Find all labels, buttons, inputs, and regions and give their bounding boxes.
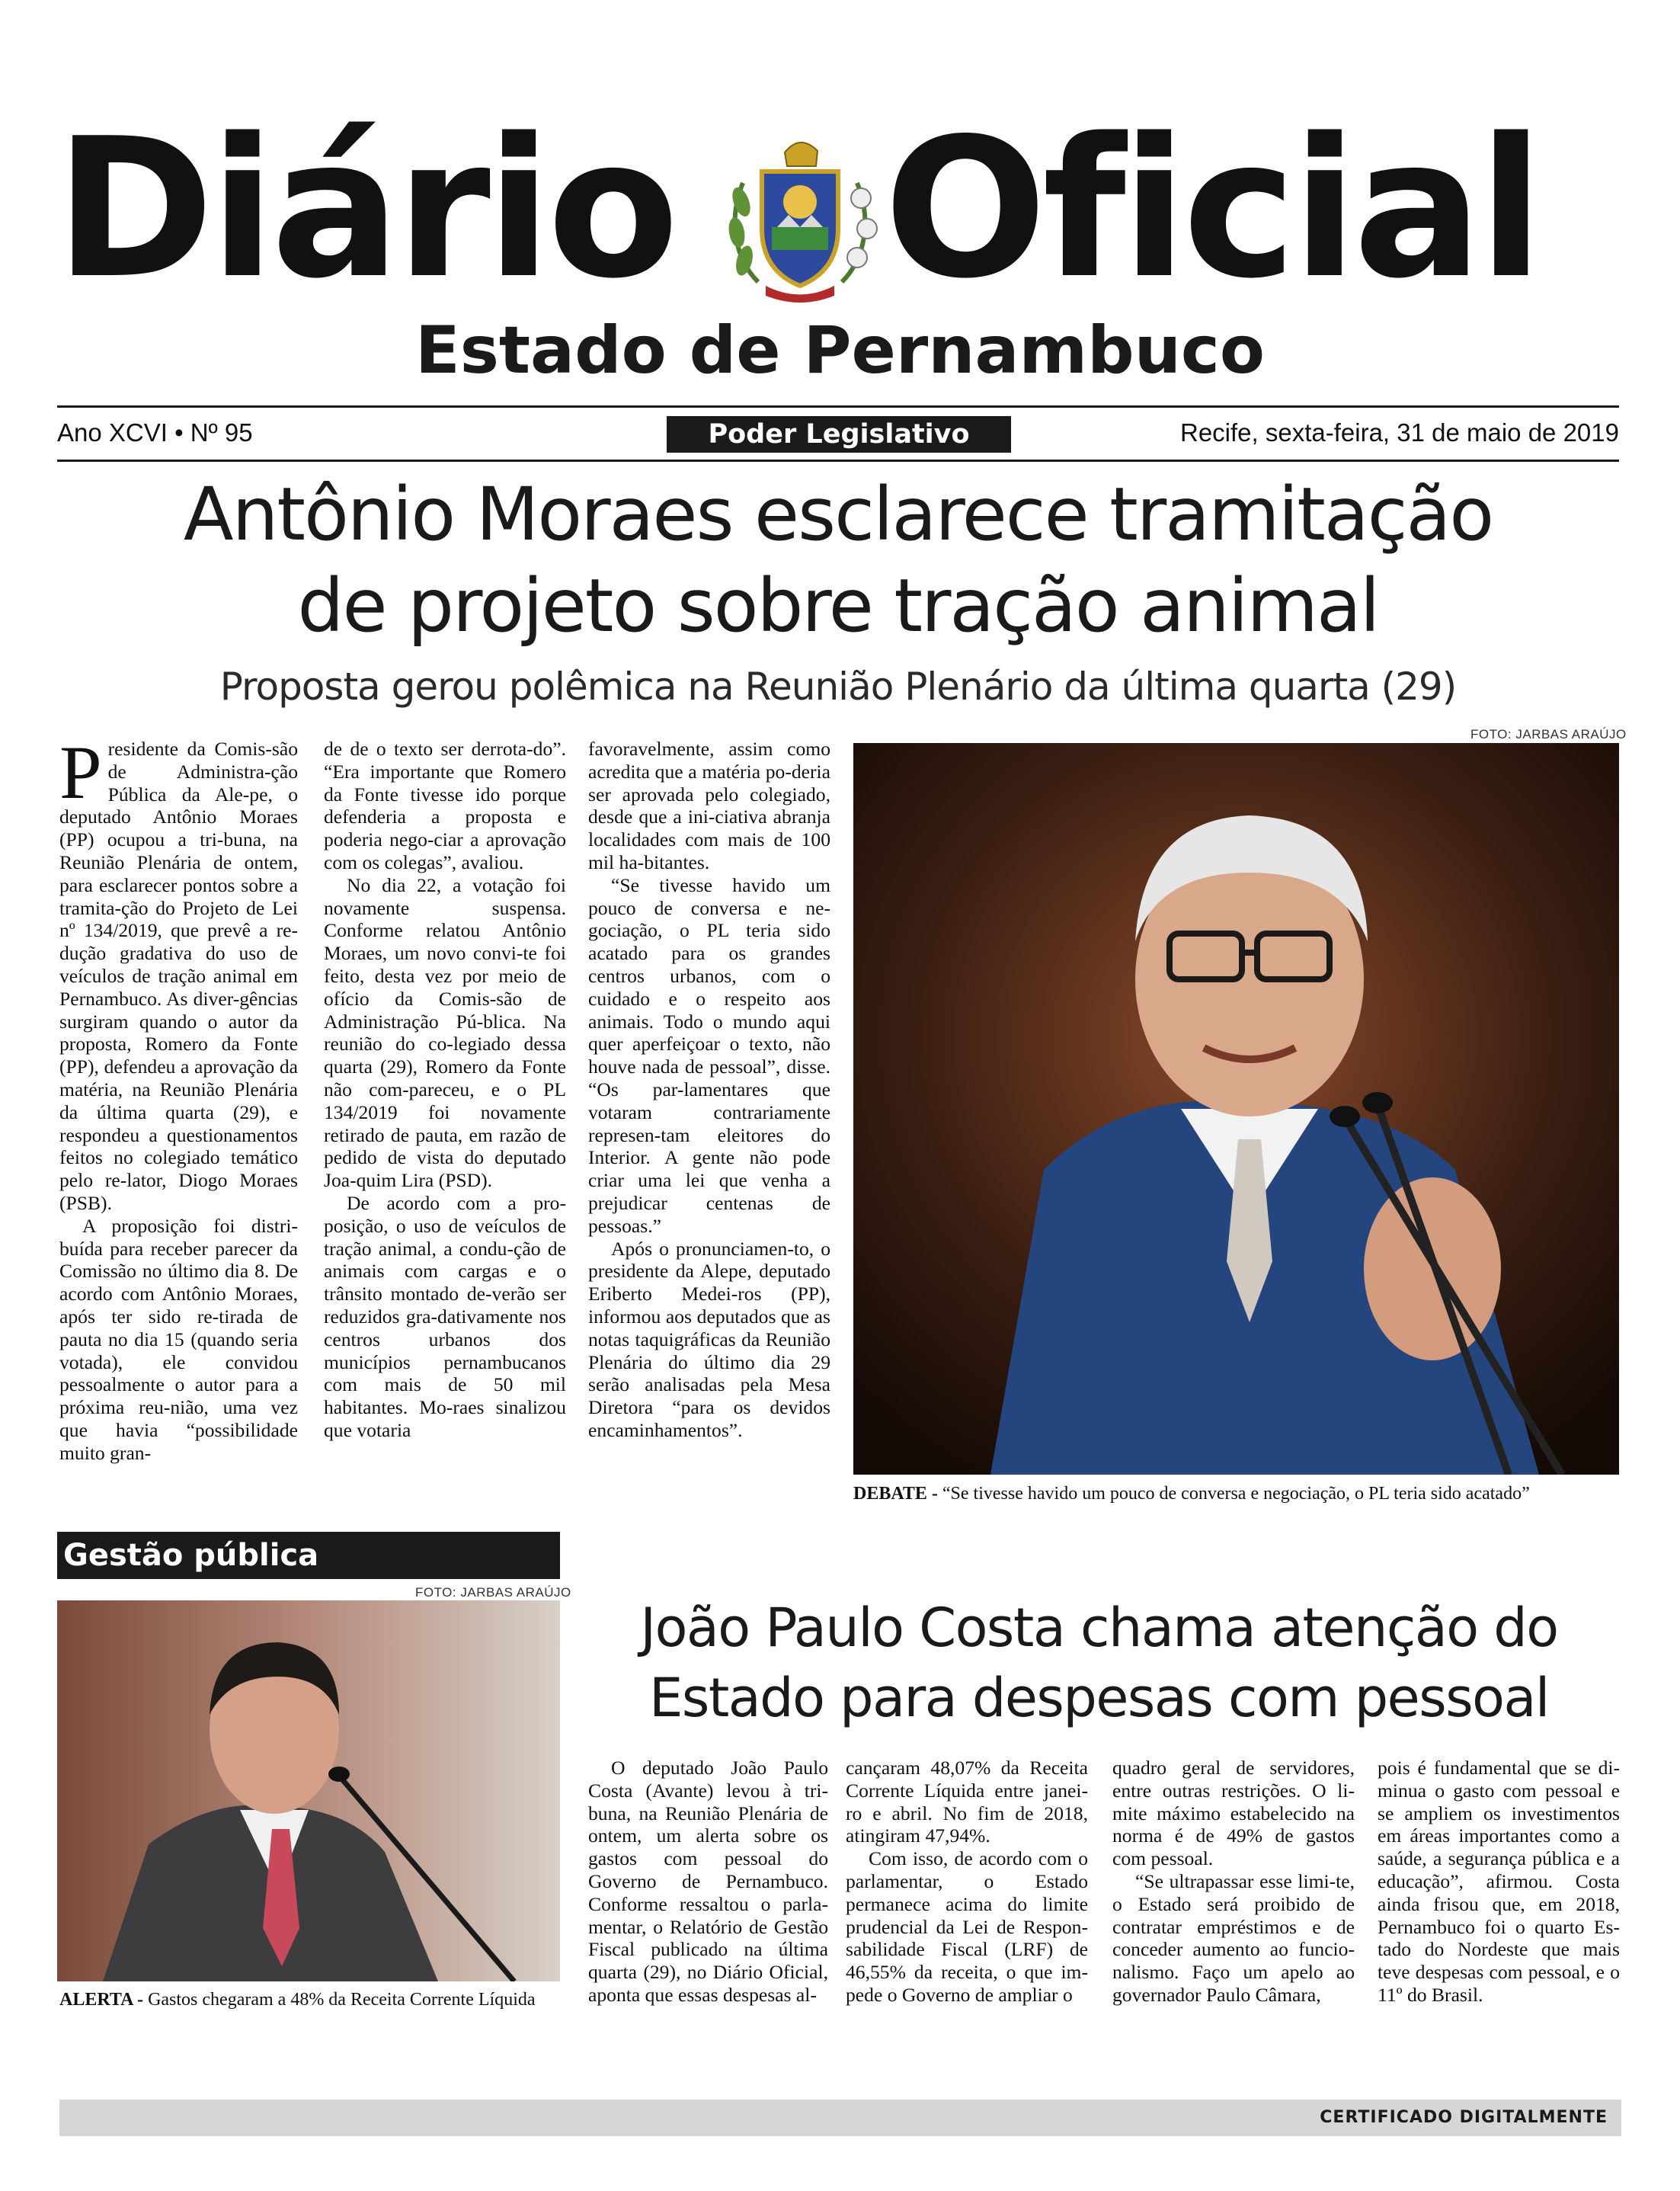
main-headline-line2: de projeto sobre tração animal (297, 563, 1379, 649)
paragraph: quadro geral de servidores, entre outras restrições. O li-mite máximo estabelecido na norma é de 49% de gastos com pessoal. (1112, 1757, 1355, 1870)
main-photo-credit: FOTO: JARBAS ARAÚJO (1470, 727, 1627, 742)
paragraph: residente da Comis-são de Administra-ção Pública da Ale-pe, o deputado Antônio Moraes (PP) ocupou a tri-buna, na Reunião Plenária de ontem, para esclarecer pontos sobre a tramita-ção do Projeto de Lei nº 134/2019, que prevê a re-dução gradativa do uso de veículos de tração animal em Pernambuco. As diver-gências surgiram quando o autor da proposta, Romero da Fonte (PP), defendeu a aprovação da matéria, na Reunião Plenária da última quarta (29), e respondeu a questionamentos feitos no colegiado temático pelo re-lator, Diogo Moraes (PSB). (59, 738, 298, 1214)
section-tag: Poder Legislativo (667, 416, 1011, 453)
second-headline-line1: João Paulo Costa chama atenção do (640, 1597, 1558, 1659)
paragraph: De acordo com a pro-posição, o uso de veículos de tração animal, a condu-ção de animais com cargas e o trânsito montado de-verão ser reduzidos gra-dativamente nos centros urbanos dos municípios pernambucanos com mais de 50 mil habitantes. Mo-raes sinalizou que votaria (324, 1191, 566, 1441)
digital-certificate-label: CERTIFICADO DIGITALMENTE (1320, 2108, 1608, 2127)
paragraph: “Se tivesse havido um pouco de conversa e ne-gociação, o PL teria sido acatado para os grandes centros urbanos, com o cuidado e o respeito aos animais. Todo o mundo aqui quer aperfeiçoar o texto, não houve nada de pessoal”, disse. “Os par-lamentares que votaram contrariamente represen-tam eleitores do Interior. A gente não pode criar uma lei que venha a prejudicar centenas de pessoas.” (588, 873, 830, 1237)
main-headline (57, 469, 1619, 652)
paragraph: O deputado João Paulo Costa (Avante) levou à tri-buna, na Reunião Plenária de ontem, um alerta sobre os gastos com pessoal do Governo de Pernambuco. Conforme ressaltou o parla-mentar, o Relatório de Gestão Fiscal publicado na última quarta (29), no Diário Oficial, aponta que essas despesas al- (588, 1757, 828, 2006)
section-rubric: Gestão pública (57, 1532, 560, 1579)
paragraph: A proposição foi distri-buída para receber parecer da Comissão no último dia 8. De acordo com Antônio Moraes, após ter sido re-tirada de pauta no dia 15 (quando seria votada), ele convidou pessoalmente o autor para a próxima reu-nião, uma vez que havia “possibilidade muito gran- (59, 1214, 298, 1464)
issue-number: Ano XCVI • Nº 95 (57, 418, 253, 447)
main-deck: Proposta gerou polêmica na Reunião Plenário da última quarta (29) (219, 665, 1457, 709)
caption-text: Gastos chegaram a 48% da Receita Corrente Líquida (143, 1990, 536, 2010)
paragraph: “Se ultrapassar esse limi-te, o Estado será proibido de contratar empréstimos e de conceder aumento ao funcio-nalismo. Faço um apelo ao governador Paulo Câmara, (1112, 1869, 1355, 2006)
masthead-state-name: Estado de Pernambuco (415, 312, 1265, 389)
bottom-rule (57, 460, 1619, 462)
second-headline (579, 1593, 1619, 1733)
top-rule (57, 405, 1619, 408)
main-headline-line1: Antônio Moraes esclarece tramitação (183, 472, 1493, 557)
second-article-col4 (1378, 1757, 1620, 2007)
main-photo-caption (853, 1483, 1530, 1504)
paragraph: Com isso, de acordo com o parlamentar, o Estado permanece acima do limite prudencial da Lei de Respon-sabilidade Fiscal (LRF) de 46,55% da receita, o que im-pede o Governo de ampliar o (846, 1847, 1088, 2006)
dropcap: P (59, 730, 102, 815)
second-photo (57, 1600, 560, 1981)
masthead-title-left: Diário (55, 98, 675, 321)
caption-label: ALERTA - (59, 1990, 144, 2010)
caption-label: DEBATE - (853, 1484, 938, 1504)
main-article-col2 (324, 738, 566, 1442)
edition-date: Recife, sexta-feira, 31 de maio de 2019 (1179, 418, 1619, 447)
second-headline-line2: Estado para despesas com pessoal (649, 1667, 1549, 1729)
paragraph: Após o pronunciamen-to, o presidente da Alepe, deputado Eriberto Medei-ros (PP), informou aos deputados que as notas taquigráficas da Reunião Plenária do último dia 29 serão analisadas pela Mesa Diretora “para os devidos encaminhamentos”. (588, 1237, 830, 1441)
second-photo-credit: FOTO: JARBAS ARAÚJO (415, 1585, 571, 1600)
second-article-col3 (1112, 1757, 1355, 2007)
masthead (0, 98, 1680, 321)
paragraph: cançaram 48,07% da Receita Corrente Líquida entre janei-ro e abril. No fim de 2018, atingiram 47,94%. (846, 1757, 1088, 1847)
paragraph: No dia 22, a votação foi novamente suspensa. Conforme relatou Antônio Moraes, um novo convi-te foi feito, desta vez por meio de ofício da Comis-são de Administração Pú-blica. Na reunião do co-legiado dessa quarta (29), Romero da Fonte não com-pareceu, e o PL 134/2019 foi novamente retirado de pauta, em razão de pedido de vista do deputado Joa-quim Lira (PSD). (324, 873, 566, 1192)
caption-text: “Se tivesse havido um pouco de conversa e negociação, o PL teria sido acatado” (937, 1484, 1530, 1504)
paragraph: pois é fundamental que se di-minua o gasto com pessoal e se ampliem os investimentos em áreas importantes como a saúde, a segurança pública e a educação”, afirmou. Costa ainda frisou que, em 2018, Pernambuco foi o quarto Es-tado do Nordeste que mais teve despesas com pessoal, e o 11º do Brasil. (1378, 1757, 1620, 2006)
paragraph: de de o texto ser derrota-do”. “Era importante que Romero da Fonte tivesse ido porque defenderia a proposta e poderia nego-ciar a aprovação com os colegas”, avaliou. (324, 738, 566, 873)
main-photo (853, 743, 1619, 1475)
masthead-title-right: Oficial (884, 98, 1540, 321)
second-article-col2 (846, 1757, 1088, 2007)
main-article-col3 (588, 738, 830, 1442)
second-article-col1 (588, 1757, 828, 2007)
second-photo-caption (59, 1989, 536, 2010)
footer-bar (59, 2100, 1621, 2136)
main-article-col1 (59, 730, 298, 1465)
paragraph: favoravelmente, assim como acredita que a matéria po-deria ser aprovada pelo colegiado, desde que a ini-ciativa abranja localidades com mais de 100 mil ha-bitantes. (588, 738, 830, 873)
pernambuco-coat-of-arms-icon (712, 130, 888, 305)
